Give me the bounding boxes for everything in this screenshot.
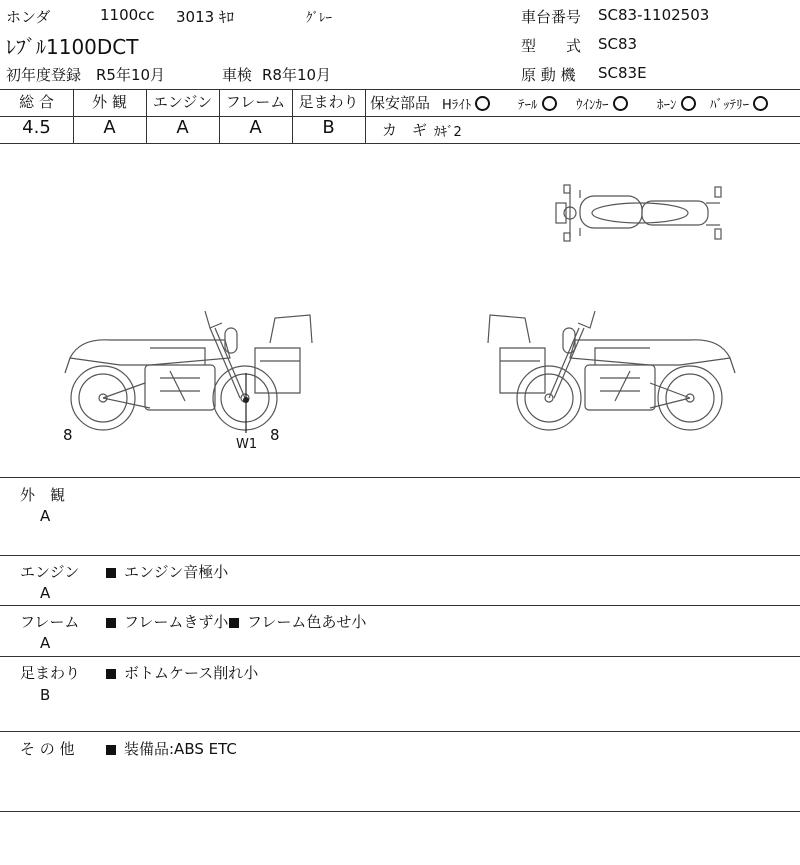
- grade-header-frame: フレーム: [225, 93, 286, 111]
- type-label: 型 式: [521, 37, 582, 55]
- section-suspension-grade: B: [40, 686, 51, 704]
- section-exterior-grade: A: [40, 507, 51, 525]
- safety-item-tail: ﾃｰﾙ: [518, 94, 557, 113]
- divider: [0, 477, 800, 478]
- divider: [365, 89, 366, 143]
- section-frame-grade: A: [40, 634, 51, 652]
- frame-no-label: 車台番号: [521, 8, 582, 26]
- section-frame-note: フレームきず小: [106, 611, 228, 632]
- check-circle-icon: [613, 96, 628, 111]
- displacement: 1100cc: [100, 6, 155, 24]
- grade-header-exterior: 外 観: [92, 93, 127, 111]
- inspection-label: 車検: [222, 66, 253, 84]
- bullet-square-icon: [229, 618, 239, 628]
- tread-right: 8: [270, 426, 280, 444]
- mileage: 3013 ｷﾛ: [176, 8, 234, 26]
- maker: ホンダ: [6, 8, 51, 26]
- safety-item-winker: ｳｲﾝｶｰ: [576, 94, 628, 113]
- grade-engine: A: [176, 117, 189, 138]
- check-circle-icon: [753, 96, 768, 111]
- divider: [0, 656, 800, 657]
- grade-header-overall: 総 合: [19, 93, 54, 111]
- safety-item-horn: ﾎｰﾝ: [657, 94, 696, 113]
- motorcycle-top-view: [556, 185, 721, 241]
- key-value: ｶｷﾞ2: [434, 125, 462, 140]
- divider: [0, 605, 800, 606]
- bullet-square-icon: [106, 745, 116, 755]
- grade-overall: 4.5: [22, 117, 51, 138]
- section-other-title: そ の 他: [20, 740, 75, 758]
- tread-left: 8: [63, 426, 73, 444]
- grade-frame: A: [249, 117, 262, 138]
- divider: [0, 89, 800, 90]
- section-engine-title: エンジン: [20, 563, 80, 581]
- check-circle-icon: [475, 96, 490, 111]
- safety-label: 保安部品: [370, 94, 431, 112]
- bullet-square-icon: [106, 618, 116, 628]
- section-suspension-title: 足まわり: [20, 664, 81, 682]
- motorcycle-left-view: [65, 311, 312, 430]
- safety-item-headlight: Hﾗｲﾄ: [442, 94, 490, 113]
- grade-suspension: B: [322, 117, 335, 138]
- divider: [0, 555, 800, 556]
- engine-value: SC83E: [598, 64, 647, 82]
- check-circle-icon: [681, 96, 696, 111]
- section-exterior-title: 外 観: [20, 486, 66, 504]
- grade-header-suspension: 足まわり: [298, 93, 359, 111]
- section-other-note: 装備品:ABS ETC: [106, 738, 237, 759]
- grade-exterior: A: [103, 117, 116, 138]
- frame-no-value: SC83-1102503: [598, 6, 710, 24]
- divider: [0, 811, 800, 812]
- motorcycle-right-view: [488, 311, 735, 430]
- key-label: カ ギ: [382, 121, 428, 139]
- section-frame-title: フレーム: [20, 613, 80, 631]
- inspection-value: R8年10月: [262, 66, 332, 84]
- bullet-square-icon: [106, 669, 116, 679]
- engine-label: 原 動 機: [521, 66, 576, 84]
- section-frame-note: フレーム色あせ小: [229, 611, 366, 632]
- section-suspension-note: ボトムケース削れ小: [106, 662, 258, 683]
- type-value: SC83: [598, 35, 638, 53]
- damage-marker-icon: [243, 397, 249, 403]
- divider: [0, 731, 800, 732]
- first-reg-value: R5年10月: [96, 66, 166, 84]
- model-name: ﾚﾌﾞﾙ1100DCT: [6, 35, 139, 59]
- grade-header-engine: エンジン: [152, 93, 213, 111]
- divider: [365, 116, 800, 117]
- motorcycle-diagram: [0, 143, 800, 477]
- bullet-square-icon: [106, 568, 116, 578]
- color: ｸﾞﾚｰ: [306, 11, 332, 26]
- section-engine-note: エンジン音極小: [106, 561, 228, 582]
- check-circle-icon: [542, 96, 557, 111]
- damage-marker-label: W1: [236, 437, 258, 452]
- first-reg-label: 初年度登録: [6, 66, 82, 84]
- safety-item-battery: ﾊﾞｯﾃﾘｰ: [710, 94, 768, 113]
- section-engine-grade: A: [40, 584, 51, 602]
